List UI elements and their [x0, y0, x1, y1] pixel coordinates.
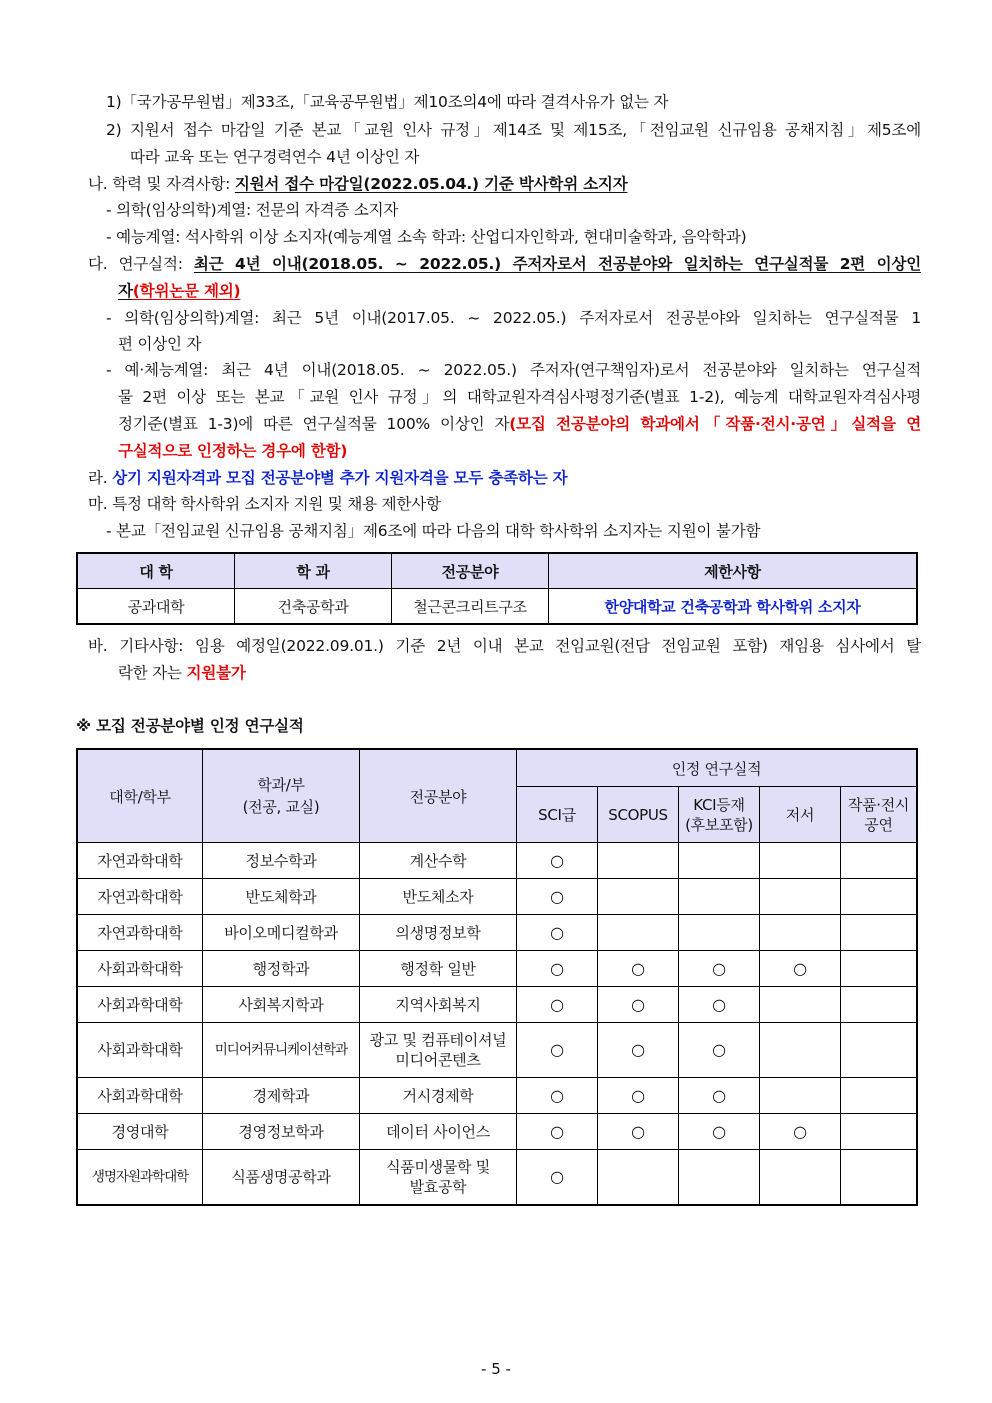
section-da — [88, 251, 921, 278]
mark-artwork — [841, 951, 918, 987]
mark-kci — [679, 879, 760, 915]
row-major: 데이터 사이언스 — [360, 1114, 517, 1150]
row-major: 반도체소자 — [360, 879, 517, 915]
header-department-line-2: (전공, 교실) — [242, 798, 320, 816]
restriction-table-header — [77, 553, 917, 589]
row-college: 자연과학대학 — [77, 843, 203, 879]
row-major: 지역사회복지 — [360, 987, 517, 1023]
row-major — [360, 1023, 517, 1078]
section-da-emphasis: 최근 4년 이내(2018.05. ~ 2022.05.) 주저자로서 전공분야와 일치하는 연구실적물 2편 이상인 — [193, 255, 921, 273]
table-row — [77, 1114, 917, 1150]
section-na-emphasis: 지원서 접수 마감일(2022.05.04.) 기준 박사학위 소지자 — [234, 175, 628, 193]
row-college: 자연과학대학 — [77, 915, 203, 951]
section-ma: 마. 특정 대학 학사학위 소지자 지원 및 채용 제한사항 — [88, 495, 441, 513]
row-college: 사회과학대학 — [77, 951, 203, 987]
mark-artwork — [841, 1023, 918, 1078]
mark-book — [760, 1150, 841, 1206]
mark-book: ○ — [760, 1114, 841, 1150]
table-row — [77, 915, 917, 951]
header-department — [203, 749, 360, 843]
section-da-sub-2-cont-2 — [118, 411, 921, 438]
mark-sci: ○ — [517, 843, 598, 879]
row-major: 거시경제학 — [360, 1078, 517, 1114]
section-ba-plain: 락한 자는 — [118, 664, 187, 682]
section-title: ※ 모집 전공분야별 인정 연구실적 — [76, 717, 304, 735]
restriction-major: 철근콘크리트구조 — [392, 589, 549, 625]
mark-kci — [679, 843, 760, 879]
section-ra-label: 라. — [88, 469, 113, 487]
mark-kci: ○ — [679, 951, 760, 987]
row-department: 식품생명공학과 — [203, 1150, 360, 1206]
table-row — [77, 843, 917, 879]
header-college: 대학/학부 — [77, 749, 203, 843]
section-ra — [88, 465, 567, 492]
mark-scopus: ○ — [598, 951, 679, 987]
table-row — [77, 987, 917, 1023]
row-department: 경제학과 — [203, 1078, 360, 1114]
header-artwork — [841, 787, 918, 843]
mark-kci: ○ — [679, 987, 760, 1023]
row-major: 행정학 일반 — [360, 951, 517, 987]
section-ba: 바. 기타사항: 임용 예정일(2022.09.01.) 기준 2년 이내 본교 전임교원(전담 전임교원 포함) 재임용 심사에서 탈 — [88, 637, 921, 655]
row-major-line-1: 식품미생물학 및 — [386, 1158, 490, 1176]
header-major: 전공분야 — [360, 749, 517, 843]
section-ma-sub-1: - 본교「전임교원 신규임용 공채지침」제6조에 따라 다음의 대학 학사학위 소지자는 지원이 불가함 — [106, 522, 761, 540]
table-row — [77, 1023, 917, 1078]
mark-sci: ○ — [517, 987, 598, 1023]
mark-artwork — [841, 915, 918, 951]
row-major-line-1: 광고 및 컴퓨테이셔널 — [369, 1031, 507, 1049]
section-ba-ineligible: 지원불가 — [186, 664, 246, 682]
section-na-label: 나. 학력 및 자격사항: — [88, 175, 235, 193]
section-da-sub-2-condition-cont: 구실적으로 인정하는 경우에 한함) — [118, 442, 348, 460]
section-da-sub-1-cont: 편 이상인 자 — [118, 335, 202, 353]
mark-sci: ○ — [517, 1150, 598, 1206]
mark-scopus — [598, 843, 679, 879]
header-college: 대 학 — [77, 553, 235, 589]
table-row — [77, 1150, 917, 1206]
qualification-item-2-cont: 따라 교육 또는 연구경력연수 4년 이상인 자 — [130, 148, 420, 166]
table-row — [77, 589, 917, 625]
section-na — [88, 171, 627, 198]
section-ra-text: 상기 지원자격과 모집 전공분야별 추가 지원자격을 모두 충족하는 자 — [112, 469, 568, 487]
section-da-sub-2-plain: 정기준(별표 1-3)에 따른 연구실적물 100% 이상인 자 — [118, 415, 510, 433]
section-da-sub-1: - 의학(임상의학)계열: 최근 5년 이내(2017.05. ~ 2022.05.) 주저자로서 전공분야와 일치하는 연구실적물 1 — [106, 309, 921, 327]
header-book: 저서 — [760, 787, 841, 843]
mark-book — [760, 843, 841, 879]
perf-header-row-1 — [77, 749, 917, 787]
qualification-item-1: 1)「국가공무원법」제33조,「교육공무원법」제10조의4에 따라 결격사유가 없는 자 — [106, 93, 669, 111]
row-major: 계산수학 — [360, 843, 517, 879]
row-college: 사회과학대학 — [77, 1078, 203, 1114]
mark-sci: ○ — [517, 1078, 598, 1114]
mark-book — [760, 987, 841, 1023]
mark-artwork — [841, 987, 918, 1023]
section-da-sub-2-cont-1: 물 2편 이상 또는 본교「교원 인사 규정」의 대학교원자격심사평정기준(별표 1-2), 예능계 대학교원자격심사평 — [118, 388, 921, 406]
header-scopus: SCOPUS — [598, 787, 679, 843]
mark-kci: ○ — [679, 1078, 760, 1114]
header-restriction: 제한사항 — [549, 553, 918, 589]
header-department: 학 과 — [235, 553, 392, 589]
section-da-exclusion: (학위논문 제외) — [132, 282, 241, 300]
section-na-sub-1: - 의학(임상의학)계열: 전문의 자격증 소지자 — [106, 201, 399, 219]
mark-sci: ○ — [517, 1023, 598, 1078]
header-kci-line-1: KCI등재 — [693, 795, 745, 814]
mark-scopus: ○ — [598, 1023, 679, 1078]
mark-kci: ○ — [679, 1023, 760, 1078]
table-row — [77, 1078, 917, 1114]
section-da-emphasis-cont: 자 — [118, 282, 133, 300]
mark-book — [760, 915, 841, 951]
section-da-cont — [118, 278, 240, 305]
page-number: - 5 - — [481, 1360, 511, 1378]
mark-book — [760, 1023, 841, 1078]
restriction-text: 한양대학교 건축공학과 학사학위 소지자 — [549, 589, 918, 625]
qualification-item-2: 2) 지원서 접수 마감일 기준 본교「교원 인사 규정」제14조 및 제15조,「전임교원 신규임용 공채지침」제5조에 — [106, 121, 921, 139]
restriction-department: 건축공학과 — [235, 589, 392, 625]
header-major: 전공분야 — [392, 553, 549, 589]
header-artwork-line-2: 공연 — [864, 815, 893, 834]
section-da-sub-2-condition: (모집 전공분야의 학과에서「작품·전시·공연」실적을 연 — [509, 415, 921, 433]
row-department: 바이오메디컬학과 — [203, 915, 360, 951]
mark-book — [760, 879, 841, 915]
row-major — [360, 1150, 517, 1206]
header-department-line-1: 학과/부 — [257, 776, 305, 794]
row-major-line-2: 발효공학 — [409, 1178, 467, 1196]
header-artwork-line-1: 작품·전시 — [847, 795, 910, 814]
mark-scopus: ○ — [598, 1114, 679, 1150]
row-department: 행정학과 — [203, 951, 360, 987]
header-kci — [679, 787, 760, 843]
row-department: 미디어커뮤니케이션학과 — [203, 1023, 360, 1078]
mark-artwork — [841, 1150, 918, 1206]
row-department: 사회복지학과 — [203, 987, 360, 1023]
section-da-sub-2: - 예·체능계열: 최근 4년 이내(2018.05. ~ 2022.05.) 주저자(연구책임자)로서 전공분야와 일치하는 연구실적 — [106, 361, 921, 379]
section-na-sub-2: - 예능계열: 석사학위 이상 소지자(예능계열 소속 학과: 산업디자인학과, 현대미술학과, 음악학과) — [106, 228, 747, 246]
row-college: 생명자원과학대학 — [77, 1150, 203, 1206]
mark-scopus — [598, 915, 679, 951]
section-da-label: 다. 연구실적: — [88, 255, 194, 273]
mark-sci: ○ — [517, 915, 598, 951]
row-department: 정보수학과 — [203, 843, 360, 879]
mark-book: ○ — [760, 951, 841, 987]
mark-artwork — [841, 1078, 918, 1114]
mark-artwork — [841, 1114, 918, 1150]
restriction-college: 공과대학 — [77, 589, 235, 625]
row-college: 사회과학대학 — [77, 1023, 203, 1078]
mark-kci — [679, 915, 760, 951]
mark-artwork — [841, 843, 918, 879]
mark-sci: ○ — [517, 1114, 598, 1150]
mark-scopus — [598, 1150, 679, 1206]
row-college: 자연과학대학 — [77, 879, 203, 915]
mark-book — [760, 1078, 841, 1114]
section-ba-cont — [118, 660, 246, 687]
research-performance-table — [76, 748, 918, 1206]
header-sci: SCI급 — [517, 787, 598, 843]
mark-scopus: ○ — [598, 1078, 679, 1114]
mark-scopus — [598, 879, 679, 915]
mark-sci: ○ — [517, 879, 598, 915]
mark-artwork — [841, 879, 918, 915]
row-department: 반도체학과 — [203, 879, 360, 915]
mark-sci: ○ — [517, 951, 598, 987]
row-major: 의생명정보학 — [360, 915, 517, 951]
table-row — [77, 951, 917, 987]
restriction-table — [76, 552, 918, 625]
mark-kci: ○ — [679, 1114, 760, 1150]
row-department: 경영정보학과 — [203, 1114, 360, 1150]
header-kci-line-2: (후보포함) — [685, 815, 753, 834]
table-row — [77, 879, 917, 915]
header-recognized-performance: 인정 연구실적 — [517, 749, 918, 787]
row-major-line-2: 미디어콘텐츠 — [395, 1051, 481, 1069]
mark-scopus: ○ — [598, 987, 679, 1023]
mark-kci — [679, 1150, 760, 1206]
row-college: 사회과학대학 — [77, 987, 203, 1023]
row-college: 경영대학 — [77, 1114, 203, 1150]
